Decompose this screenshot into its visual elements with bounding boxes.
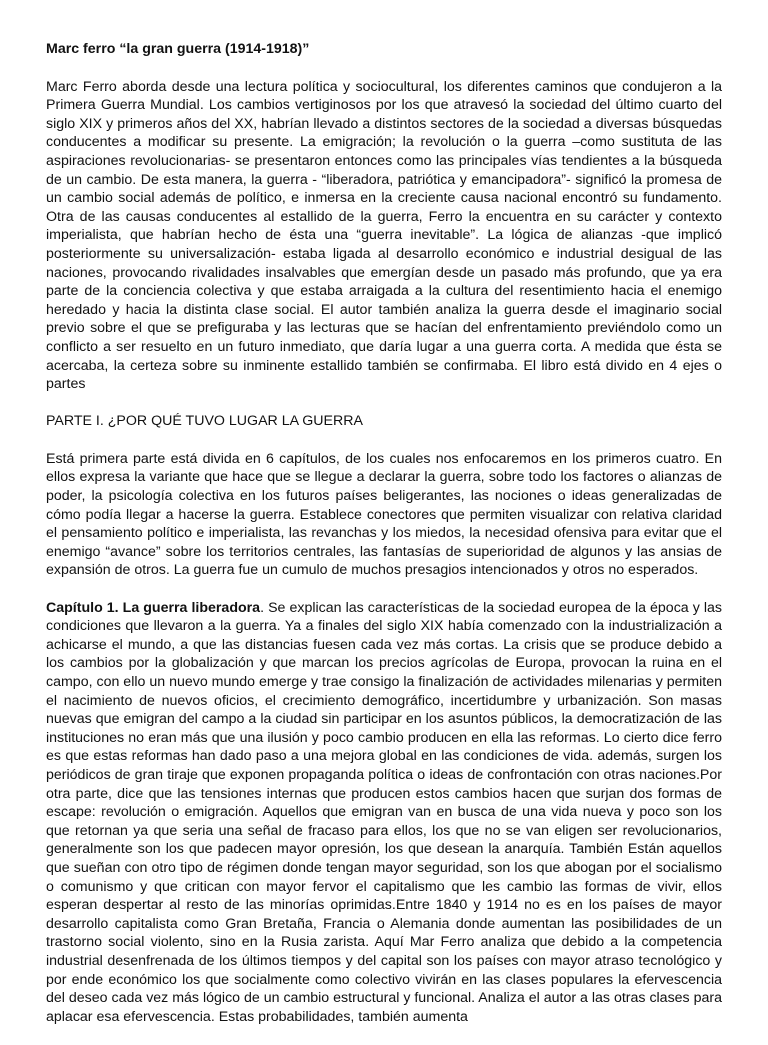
document-page: [46, 40, 722, 1045]
chapter1-title: Capítulo 1. La guerra liberadora: [46, 599, 261, 616]
chapter1-text: . Se explican las características de la sociedad europea de la época y las condiciones que llevaron a la guerra. Ya a finales del siglo XIX había comenzado con la industrialización a achicarse el mundo, a que las distancias fuesen cada vez más cortas. La crisis que se produce debido a los cambios por la globalización y que marcan los precios agrícolas de Europa, provocan la ruina en el campo, con ello un nuevo mundo emerge y trae consigo la finalización de actividades milenarias y permiten el nacimiento de nuevos oficios, el crecimiento demográfico, incertidumbre y urbanización. Son masas nuevas que emigran del campo a la ciudad sin participar en los asuntos públicos, la democratización de las instituciones no eran más que una ilusión y poco cambio producen en ella las reformas. Lo cierto dice ferro es que estas reformas han dado paso a una mejora global en las condiciones de vida. además, surgen los periódicos de gran tiraje que exponen propaganda política o ideas de confrontación con otras naciones.Por otra parte, dice que las tensiones internas que producen estos cambios hacen que surjan dos formas de escape: revolución o emigración. Aquellos que emigran van en busca de una vida nueva y poco son los que retornan ya que seria una señal de fracaso para ellos, los que no se van eligen ser revolucionarios, generalmente son los que padecen mayor opresión, los que desean la anarquía. También Están aquellos que sueñan con otro tipo de régimen donde tengan mayor seguridad, son los que abogan por el socialismo o comunismo y que critican con mayor fervor el capitalismo que les cambio las formas de vivir, ellos esperan despertar al resto de las minorías oprimidas.Entre 1840 y 1914 no es en los países de mayor desarrollo capitalista como Gran Bretaña, Francia o Alemania donde aumentan las posibilidades de un trastorno social violento, sino en la Rusia zarista. Aquí Mar Ferro analiza que debido a la competencia industrial desenfrenada de los últimos tiempos y del capital son los países con mayor atraso tecnológico y por ende económico los que socialmente como colectivo vivirán en las clases populares la efervescencia del deseo cada vez más lógico de un cambio estructural y funcional. Analiza el autor a las otras clases para aplacar esa efervescencia. Estas probabilidades, también aumenta: [46, 599, 723, 1025]
part1-paragraph: Está primera parte está divida en 6 capítulos, de los cuales nos enfocaremos en los primeros cuatro. En ellos expresa la variante que hace que se llegue a declarar la guerra, sobre todo los factores o alianzas de poder, la psicología colectiva en los futuros países beligerantes, las nociones o ideas generalizadas de cómo podía llegar a hacerse la guerra. Establece conectores que permiten visualizar con relativa claridad el pensamiento político e imperialista, las revanchas y los miedos, la necesidad ofensiva para evitar que el enemigo “avance” sobre los territorios centrales, las fantasías de superioridad de algunos y las ansias de expansión de otros. La guerra fue un cumulo de muchos presagios intencionados y otros no esperados.: [46, 450, 722, 579]
intro-paragraph: Marc Ferro aborda desde una lectura política y sociocultural, los diferentes caminos que condujeron a la Primera Guerra Mundial. Los cambios vertiginosos por los que atravesó la sociedad del último cuarto del siglo XIX y primeros años del XX, habrían llevado a distintos sectores de la sociedad a diversas búsquedas conducentes a modificar su presente. La emigración; la revolución o la guerra –como sustituta de las aspiraciones revolucionarias- se presentaron entonces como las principales vías tendientes a la búsqueda de un cambio. De esta manera, la guerra - “liberadora, patriótica y emancipadora”- significó la promesa de un cambio social además de político, e inmersa en la creciente causa nacional encontró su fundamento. Otra de las causas conducentes al estallido de la guerra, Ferro la encuentra en su carácter y contexto imperialista, que habrían hecho de ésta una “guerra inevitable”. La lógica de alianzas -que implicó posteriormente su universalización- estaba ligada al desarrollo económico e industrial desigual de las naciones, provocando rivalidades insalvables que emergían desde un pasado más profundo, que ya era parte de la conciencia colectiva y que estaba arraigada a la cultura del resentimiento hacia el enemigo heredado y hacia la distinta clase social. El autor también analiza la guerra desde el imaginario social previo sobre el que se prefiguraba y las lecturas que se hacían del enfrentamiento previéndolo como un conflicto a ser resuelto en un futuro inmediato, que daría lugar a una guerra corta. A medida que ésta se acercaba, la certeza sobre su inminente estallido también se confirmaba. El libro está divido en 4 ejes o partes: [46, 78, 722, 393]
part1-heading: PARTE I. ¿POR QUÉ TUVO LUGAR LA GUERRA: [46, 413, 363, 430]
document-title: Marc ferro “la gran guerra (1914-1918)”: [46, 41, 310, 57]
chapter1-paragraph: [46, 599, 722, 1027]
